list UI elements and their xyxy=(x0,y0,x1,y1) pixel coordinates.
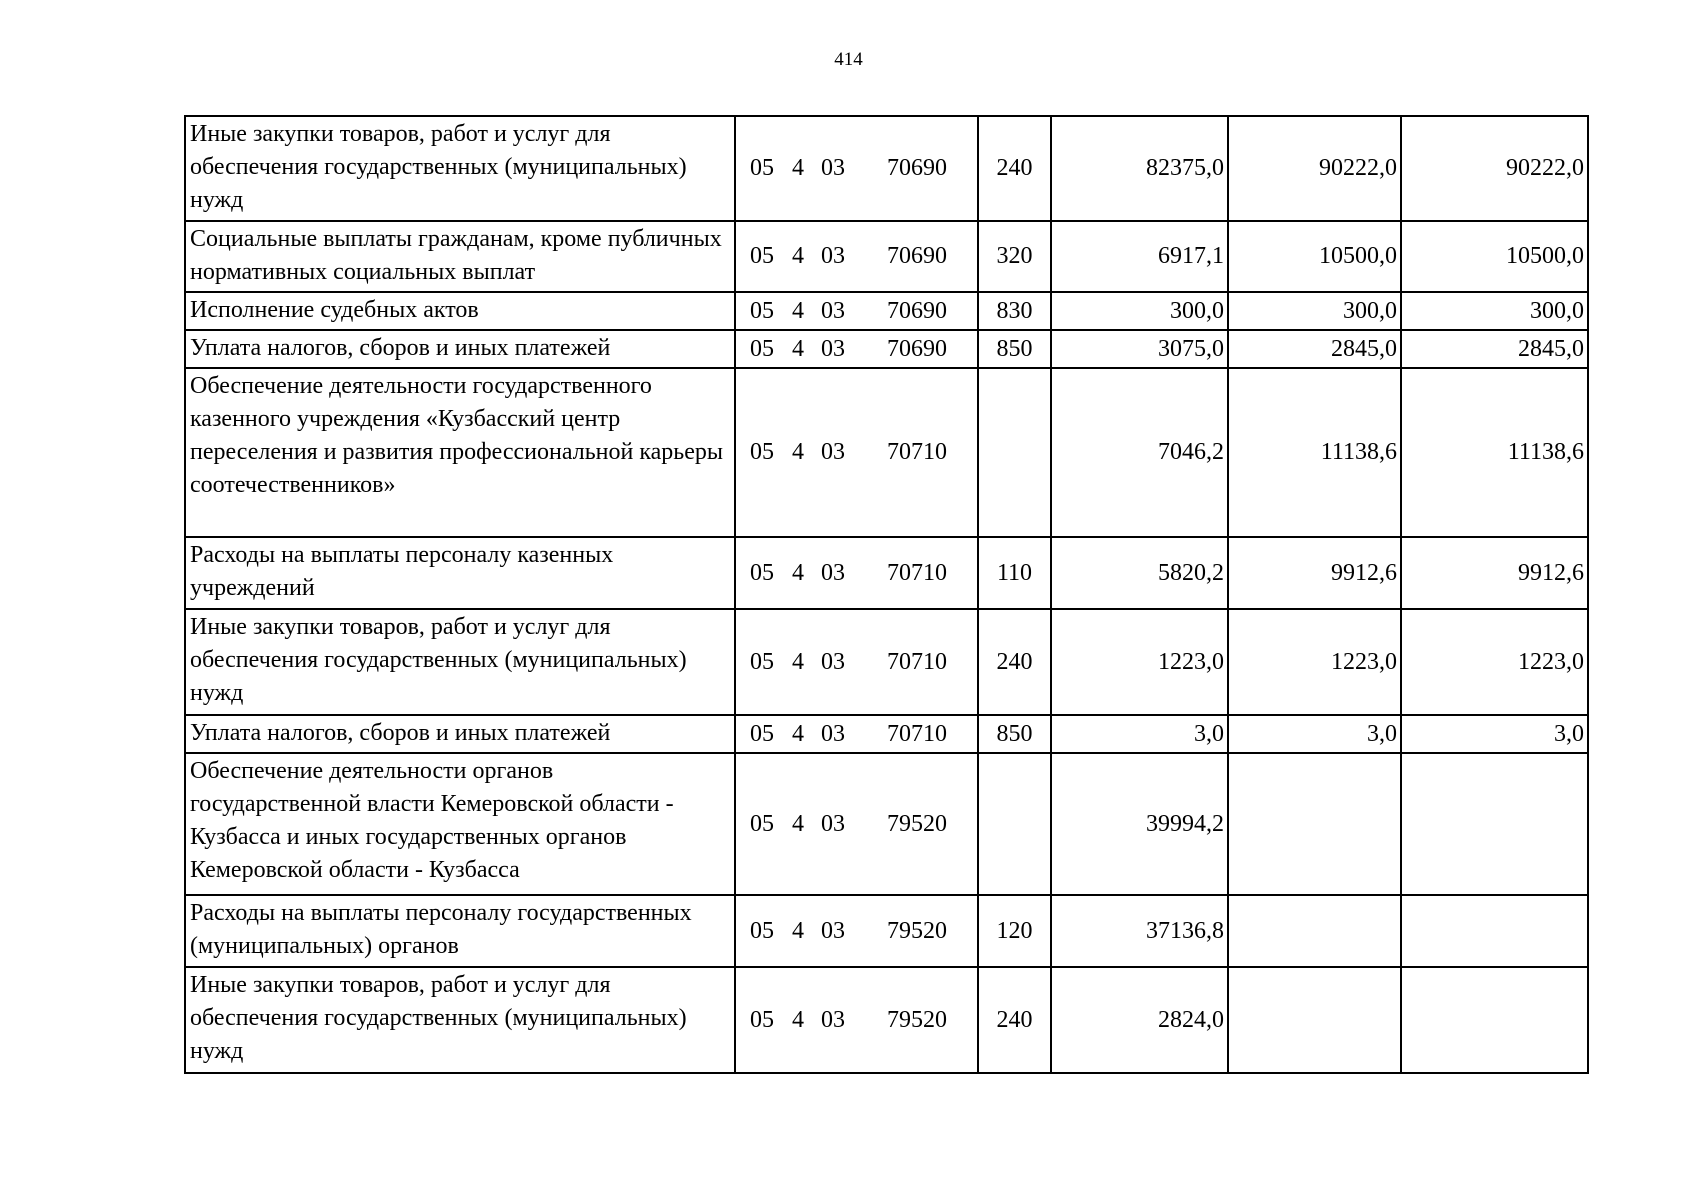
amount-cell: 300,0 xyxy=(1051,292,1228,330)
classification-code-cell xyxy=(735,715,978,753)
classification-code-cell xyxy=(735,368,978,537)
amount-cell: 7046,2 xyxy=(1051,368,1228,537)
code-part: 05 xyxy=(750,439,774,465)
amount-cell xyxy=(1228,753,1401,895)
code-part: 05 xyxy=(750,648,774,675)
table-row xyxy=(185,368,1588,537)
code-part: 4 xyxy=(792,648,804,675)
code-part: 4 xyxy=(792,1006,804,1033)
amount-cell: 3,0 xyxy=(1401,715,1588,753)
code-part: 4 xyxy=(792,810,804,837)
amount-cell: 10500,0 xyxy=(1228,221,1401,292)
amount-cell: 90222,0 xyxy=(1228,116,1401,221)
expense-type-cell: 320 xyxy=(978,221,1051,292)
code-part: 4 xyxy=(792,559,804,586)
code-part: 79520 xyxy=(887,917,947,944)
expense-name-cell: Социальные выплаты гражданам, кроме публичных нормативных социальных выплат xyxy=(185,221,735,292)
expense-name-cell: Обеспечение деятельности государственного казенного учреждения «Кузбасский центр переселения и развития профессиональной карьеры соотечественников» xyxy=(185,368,735,537)
code-part: 05 xyxy=(750,559,774,586)
code-part: 05 xyxy=(750,243,774,269)
amount-cell: 300,0 xyxy=(1401,292,1588,330)
code-part: 4 xyxy=(792,155,804,181)
code-part: 05 xyxy=(750,155,774,181)
amount-cell: 2845,0 xyxy=(1401,330,1588,368)
page-number: 414 xyxy=(834,49,863,70)
code-part: 70690 xyxy=(887,243,947,269)
code-part: 4 xyxy=(792,917,804,944)
code-part: 70690 xyxy=(887,335,947,362)
amount-cell: 1223,0 xyxy=(1051,609,1228,715)
table-row xyxy=(185,715,1588,753)
table-row xyxy=(185,330,1588,368)
code-part: 05 xyxy=(750,1006,774,1033)
table-row xyxy=(185,753,1588,895)
code-part: 03 xyxy=(821,559,845,586)
expense-type-cell: 850 xyxy=(978,330,1051,368)
amount-cell: 90222,0 xyxy=(1401,116,1588,221)
code-part: 03 xyxy=(821,335,845,362)
amount-cell: 3,0 xyxy=(1051,715,1228,753)
code-part: 03 xyxy=(821,243,845,269)
code-part: 05 xyxy=(750,810,774,837)
code-part: 03 xyxy=(821,1006,845,1033)
code-part: 4 xyxy=(792,720,804,747)
code-part: 03 xyxy=(821,155,845,181)
expense-name-cell: Иные закупки товаров, работ и услуг для обеспечения государственных (муниципальных) нужд xyxy=(185,609,735,715)
code-part: 4 xyxy=(792,243,804,269)
amount-cell: 5820,2 xyxy=(1051,537,1228,609)
amount-cell: 82375,0 xyxy=(1051,116,1228,221)
classification-code-cell xyxy=(735,537,978,609)
expense-type-cell: 830 xyxy=(978,292,1051,330)
expense-name-cell: Иные закупки товаров, работ и услуг для обеспечения государственных (муниципальных) нужд xyxy=(185,116,735,221)
amount-cell: 1223,0 xyxy=(1228,609,1401,715)
table-row xyxy=(185,116,1588,221)
expense-type-cell: 240 xyxy=(978,967,1051,1073)
code-part: 05 xyxy=(750,297,774,324)
amount-cell xyxy=(1401,895,1588,967)
code-part: 05 xyxy=(750,720,774,747)
code-part: 4 xyxy=(792,439,804,465)
code-part: 79520 xyxy=(887,810,947,837)
amount-cell: 39994,2 xyxy=(1051,753,1228,895)
classification-code-cell xyxy=(735,895,978,967)
expense-name-cell: Иные закупки товаров, работ и услуг для обеспечения государственных (муниципальных) нужд xyxy=(185,967,735,1073)
code-part: 03 xyxy=(821,810,845,837)
code-part: 70690 xyxy=(887,155,947,181)
amount-cell xyxy=(1228,967,1401,1073)
expense-type-cell: 850 xyxy=(978,715,1051,753)
table-row xyxy=(185,537,1588,609)
code-part: 03 xyxy=(821,439,845,465)
code-part: 70710 xyxy=(887,648,947,675)
code-part: 70710 xyxy=(887,559,947,586)
amount-cell: 9912,6 xyxy=(1401,537,1588,609)
classification-code-cell xyxy=(735,967,978,1073)
code-part: 70710 xyxy=(887,720,947,747)
table-row xyxy=(185,967,1588,1073)
amount-cell: 2845,0 xyxy=(1228,330,1401,368)
code-part: 05 xyxy=(750,335,774,362)
amount-cell: 300,0 xyxy=(1228,292,1401,330)
amount-cell: 37136,8 xyxy=(1051,895,1228,967)
code-part: 70710 xyxy=(887,439,947,465)
expense-type-cell: 110 xyxy=(978,537,1051,609)
expense-name-cell: Уплата налогов, сборов и иных платежей xyxy=(185,715,735,753)
amount-cell xyxy=(1228,895,1401,967)
code-part: 03 xyxy=(821,648,845,675)
code-part: 70690 xyxy=(887,297,947,324)
amount-cell: 2824,0 xyxy=(1051,967,1228,1073)
expense-name-cell: Расходы на выплаты персоналу казенных учреждений xyxy=(185,537,735,609)
table-row xyxy=(185,609,1588,715)
classification-code-cell xyxy=(735,753,978,895)
classification-code-cell xyxy=(735,221,978,292)
amount-cell xyxy=(1401,967,1588,1073)
expense-name-cell: Исполнение судебных актов xyxy=(185,292,735,330)
amount-cell: 3075,0 xyxy=(1051,330,1228,368)
amount-cell: 10500,0 xyxy=(1401,221,1588,292)
classification-code-cell xyxy=(735,292,978,330)
classification-code-cell xyxy=(735,116,978,221)
table-row xyxy=(185,221,1588,292)
expense-name-cell: Расходы на выплаты персоналу государственных (муниципальных) органов xyxy=(185,895,735,967)
amount-cell: 3,0 xyxy=(1228,715,1401,753)
budget-table xyxy=(184,115,1589,1074)
classification-code-cell xyxy=(735,330,978,368)
expense-type-cell: 240 xyxy=(978,116,1051,221)
table-row xyxy=(185,292,1588,330)
expense-type-cell: 240 xyxy=(978,609,1051,715)
code-part: 03 xyxy=(821,917,845,944)
code-part: 4 xyxy=(792,335,804,362)
expense-type-cell xyxy=(978,753,1051,895)
code-part: 03 xyxy=(821,297,845,324)
expense-type-cell: 120 xyxy=(978,895,1051,967)
amount-cell: 9912,6 xyxy=(1228,537,1401,609)
code-part: 4 xyxy=(792,297,804,324)
expense-type-cell xyxy=(978,368,1051,537)
expense-name-cell: Обеспечение деятельности органов государственной власти Кемеровской области - Кузбасса и иных государственных органов Кемеровской области - Кузбасса xyxy=(185,753,735,895)
table-row xyxy=(185,895,1588,967)
budget-table-body xyxy=(185,116,1588,1073)
amount-cell: 11138,6 xyxy=(1228,368,1401,537)
expense-name-cell: Уплата налогов, сборов и иных платежей xyxy=(185,330,735,368)
code-part: 79520 xyxy=(887,1006,947,1033)
amount-cell xyxy=(1401,753,1588,895)
classification-code-cell xyxy=(735,609,978,715)
code-part: 05 xyxy=(750,917,774,944)
amount-cell: 1223,0 xyxy=(1401,609,1588,715)
amount-cell: 6917,1 xyxy=(1051,221,1228,292)
amount-cell: 11138,6 xyxy=(1401,368,1588,537)
code-part: 03 xyxy=(821,720,845,747)
